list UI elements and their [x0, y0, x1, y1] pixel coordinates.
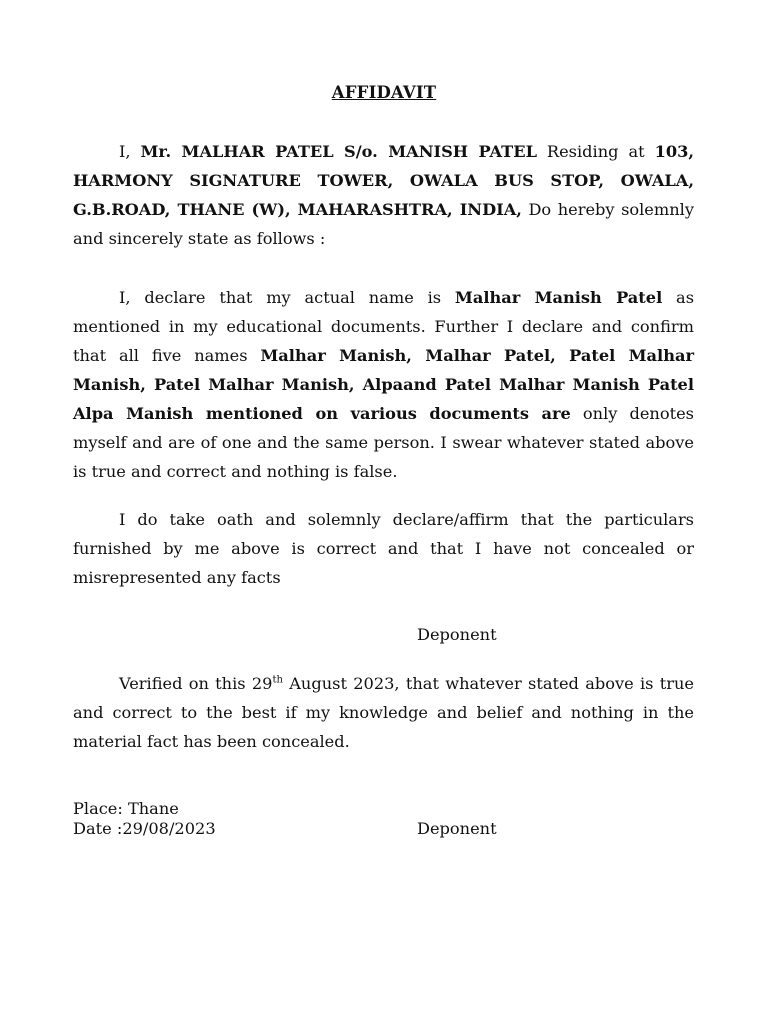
date-ordinal-suffix: th [272, 674, 283, 686]
deponent-label: Deponent [417, 625, 497, 644]
declaration-text-1: I, declare that my actual name is [119, 288, 455, 307]
name-declaration-paragraph [73, 283, 694, 486]
oath-paragraph: I do take oath and solemnly declare/affirm that the particulars furnished by me above is correct and that I have not concealed or misrepresented any facts [73, 510, 694, 587]
declarant-name: Mr. MALHAR PATEL S/o. MANISH PATEL [140, 142, 537, 161]
verification-paragraph [73, 669, 694, 756]
declaration-text-3: only denotes myself and are of one and the same person. I swear whatever stated above is true and correct and nothing is false. [73, 404, 694, 481]
date-line: Date :29/08/2023 [73, 819, 216, 838]
residing-text: Residing at [536, 142, 655, 161]
alias-names: Malhar Manish, Malhar Patel, Patel Malhar Manish, Patel Malhar Manish, Alpaand Patel Malhar Manish Patel Alpa Manish mentioned on various documents are [73, 346, 694, 423]
document-title: AFFIDAVIT [331, 83, 437, 102]
statement-intro: Do hereby solemnly and sincerely state as follows : [73, 200, 694, 248]
declarant-paragraph [73, 137, 694, 253]
verification-text-2: August 2023, that whatever stated above is true and correct to the best if my knowledge and belief and nothing in the material fact has been concealed. [73, 674, 694, 751]
intro-text: I, [119, 142, 141, 161]
actual-name: Malhar Manish Patel [454, 288, 663, 307]
place-line: Place: Thane [73, 799, 179, 818]
verification-text-1: Verified on this 29 [119, 674, 273, 693]
deponent-signature-label: Deponent [417, 819, 497, 838]
declaration-text-2: as mentioned in my educational documents. Further I declare and confirm that all five names [73, 288, 695, 365]
declarant-address: 103, HARMONY SIGNATURE TOWER, OWALA BUS STOP, OWALA, G.B.ROAD, THANE (W), MAHARASHTRA, INDIA, [73, 142, 694, 219]
